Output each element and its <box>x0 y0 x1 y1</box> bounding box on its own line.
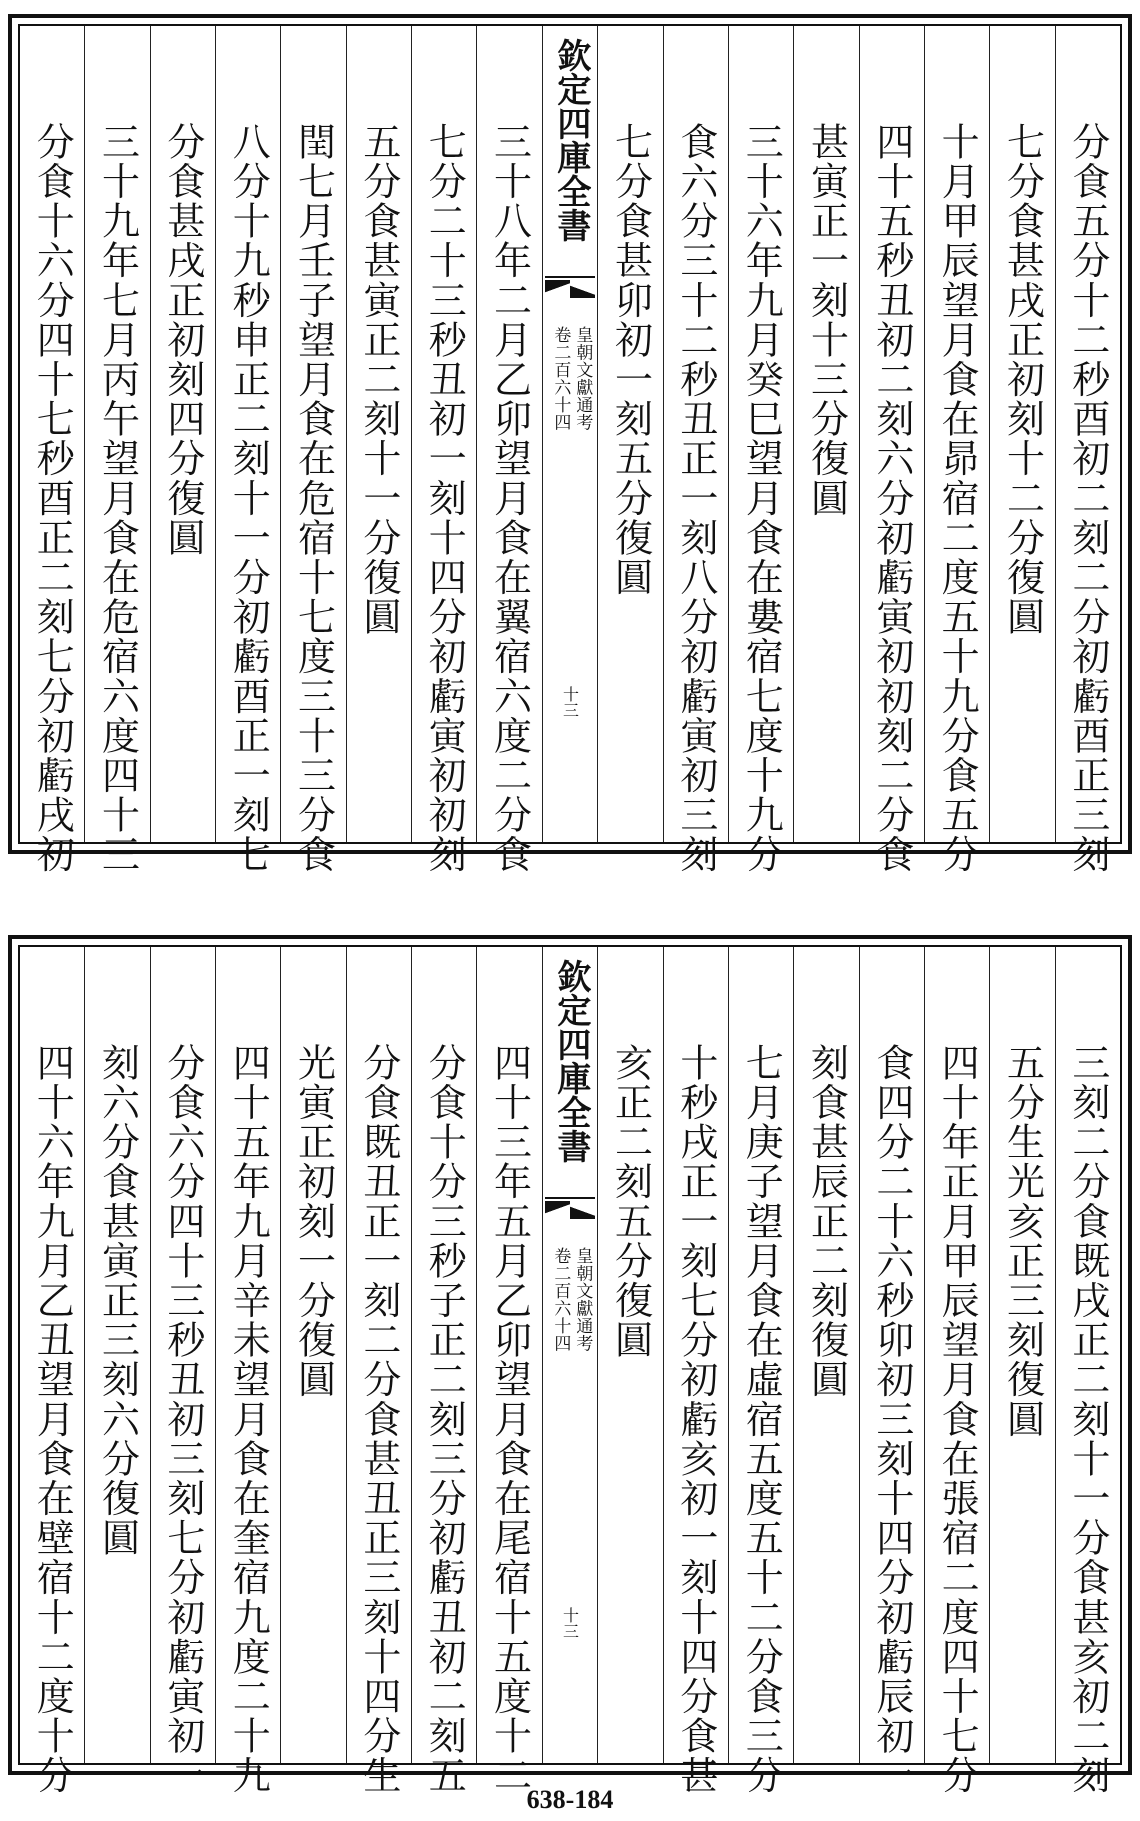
text-column <box>597 26 662 842</box>
column-text: 甚寅正一刻十三分復圓 <box>804 122 849 518</box>
text-column <box>20 947 84 1796</box>
center-fold <box>542 26 598 842</box>
text-column <box>859 26 924 875</box>
text-column <box>346 26 411 842</box>
column-text: 分食十分三秒子正二刻三分初虧丑初二刻五 <box>422 1043 467 1796</box>
column-text: 七分食甚戌正初刻十二分復圓 <box>1000 122 1045 637</box>
column-text: 四十六年九月乙丑望月食在壁宿十二度十分 <box>30 1043 75 1796</box>
text-column <box>728 947 793 1796</box>
column-text: 刻六分食甚寅正三刻六分復圓 <box>95 1043 140 1558</box>
column-text: 閏七月壬子望月食在危宿十七度三十三分食 <box>291 122 336 875</box>
text-column <box>859 947 924 1796</box>
leaf-number: 十三 <box>560 686 580 718</box>
text-column <box>597 947 662 1763</box>
text-column <box>663 26 728 875</box>
column-text: 四十年正月甲辰望月食在張宿二度四十七分 <box>935 1043 980 1796</box>
column-text: 三刻二分食既戌正二刻十一分食甚亥初二刻 <box>1065 1043 1110 1796</box>
column-text: 分食十六分四十七秒酉正二刻七分初虧戌初 <box>30 122 75 875</box>
center-fold <box>542 947 598 1763</box>
text-column <box>989 947 1054 1763</box>
column-text: 七分二十三秒丑初一刻十四分初虧寅初初刻 <box>422 122 467 875</box>
text-column <box>215 26 280 875</box>
column-text: 食四分二十六秒卯初三刻十四分初虧辰初一 <box>869 1043 914 1796</box>
text-column <box>280 26 345 875</box>
column-text: 八分十九秒申正二刻十一分初虧酉正一刻七 <box>226 122 271 875</box>
text-column <box>150 26 215 842</box>
text-column <box>411 947 476 1796</box>
text-column <box>663 947 728 1796</box>
fish-tail-ornament <box>545 1197 596 1221</box>
column-text: 七月庚子望月食在虛宿五度五十二分食三分 <box>739 1043 784 1796</box>
book-title: 欽定四庫全書 <box>550 959 591 1163</box>
text-column <box>793 947 858 1763</box>
text-column <box>476 26 541 875</box>
book-title: 欽定四庫全書 <box>550 38 591 242</box>
column-text: 分食甚戌正初刻四分復圓 <box>160 122 205 558</box>
bottom-page-frame <box>8 935 1132 1796</box>
column-text: 三十九年七月丙午望月食在危宿六度四十三 <box>95 122 140 875</box>
column-text: 十秒戌正一刻七分初虧亥初一刻十四分食甚 <box>673 1043 718 1796</box>
column-text: 光寅正初刻一分復圓 <box>291 1043 336 1400</box>
column-text: 五分食甚寅正二刻十一分復圓 <box>356 122 401 637</box>
top-page-frame <box>8 14 1132 875</box>
text-column <box>476 947 541 1796</box>
text-column <box>280 947 345 1763</box>
fish-tail-ornament <box>545 276 596 300</box>
column-text: 四十五秒丑初二刻六分初虧寅初初刻二分食 <box>869 122 914 875</box>
text-column <box>728 26 793 875</box>
text-column <box>411 26 476 875</box>
column-text: 四十三年五月乙卯望月食在尾宿十五度十二 <box>487 1043 532 1796</box>
page-number: 638-184 <box>526 1785 614 1814</box>
text-column <box>924 26 989 875</box>
column-text: 七分食甚卯初一刻五分復圓 <box>608 122 653 598</box>
column-text: 食六分三十二秒丑正一刻八分初虧寅初三刻 <box>673 122 718 875</box>
column-text: 四十五年九月辛未望月食在奎宿九度二十九 <box>226 1043 271 1796</box>
text-column <box>20 26 84 875</box>
text-column <box>1055 947 1120 1796</box>
text-column <box>150 947 215 1796</box>
column-text: 十月甲辰望月食在昴宿二度五十九分食五分 <box>935 122 980 875</box>
source-title: 皇朝文獻通考 <box>572 1247 593 1352</box>
text-column <box>84 947 149 1763</box>
text-column <box>215 947 280 1796</box>
top-page-columns <box>18 24 1122 875</box>
column-text: 亥正二刻五分復圓 <box>608 1043 653 1360</box>
bottom-page-columns <box>18 945 1122 1796</box>
column-text: 五分生光亥正三刻復圓 <box>1000 1043 1045 1439</box>
volume-label: 卷二百六十四 <box>550 1247 571 1352</box>
column-text: 刻食甚辰正二刻復圓 <box>804 1043 849 1400</box>
volume-label: 卷二百六十四 <box>550 326 571 431</box>
text-column <box>1055 26 1120 875</box>
text-column <box>793 26 858 842</box>
text-column <box>924 947 989 1796</box>
text-column <box>346 947 411 1796</box>
text-column <box>84 26 149 875</box>
source-title: 皇朝文獻通考 <box>572 326 593 431</box>
column-text: 三十六年九月癸巳望月食在婁宿七度十九分 <box>739 122 784 875</box>
leaf-number: 十三 <box>560 1607 580 1639</box>
column-text: 分食六分四十三秒丑初三刻七分初虧寅初一 <box>160 1043 205 1796</box>
column-text: 分食既丑正一刻二分食甚丑正三刻十四分生 <box>356 1043 401 1796</box>
text-column <box>989 26 1054 842</box>
column-text: 分食五分十二秒酉初二刻二分初虧酉正三刻 <box>1065 122 1110 875</box>
column-text: 三十八年二月乙卯望月食在翼宿六度二分食 <box>487 122 532 875</box>
